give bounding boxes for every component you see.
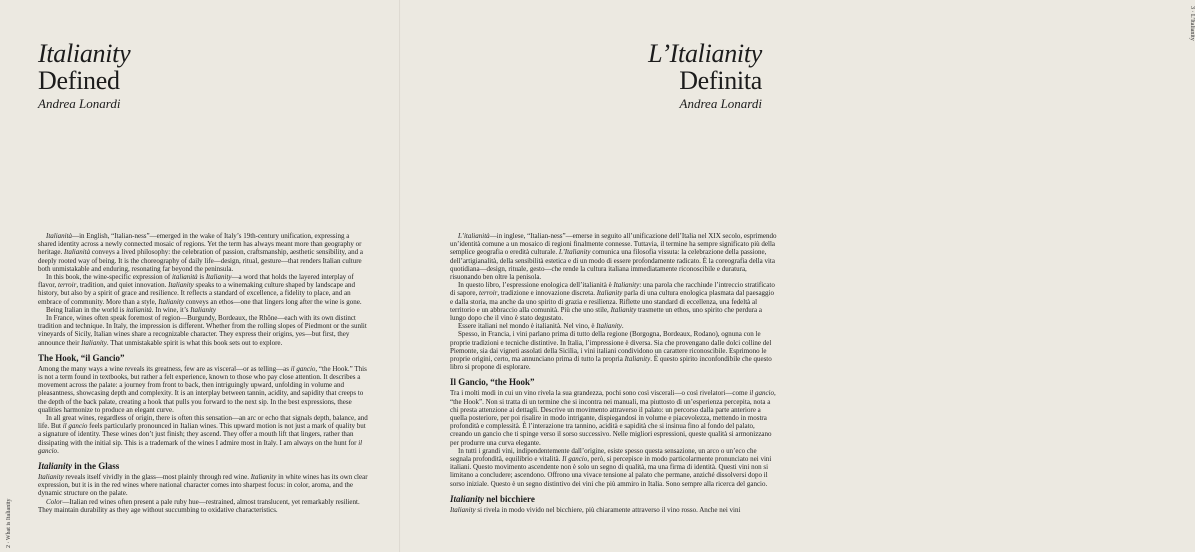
right-hook-heading: Il Gancio, “the Hook” bbox=[450, 377, 535, 388]
left-hook-heading: The Hook, “il Gancio” bbox=[38, 352, 125, 363]
left-title-line1: Italianity bbox=[38, 39, 131, 68]
right-title-line1: L’Italianity bbox=[648, 39, 762, 68]
left-glass-heading: Italianity in the Glass bbox=[38, 461, 120, 472]
right-intro-p3: Essere italiani nel mondo è italianità. Nel vino, è Italianity. bbox=[458, 322, 624, 331]
left-running-head: 2 · What is Italianity bbox=[6, 498, 12, 548]
right-intro-p1: L’italianità—in inglese, “Italian-ness”—emerse in seguito all’unificazione dell’Italia nel XIX secolo, esprimendo un’identità comune a un mosaico di regioni finalmente connesse. Tuttavia, il termine ha sempre significato più della semplice geografia o eredità culturale. L’Italianity comunica una filosofia vissuta: la celebrazione della passione, dell’artigianalità, della sensibilità estetica e di un modo di essere profondamente radicato. È la coreografia della vita quotidiana—design, rituale, gesto—che rende la cultura italiana immediatamente riconoscibile e duratura, risuonando ben oltre la penisola. bbox=[450, 232, 777, 282]
right-body bbox=[450, 232, 778, 514]
right-title-line2: Definita bbox=[679, 66, 762, 95]
left-title-block bbox=[38, 40, 130, 112]
left-intro-p2: In this book, the wine-specific expression of italianità is Italianity—a word that holds the layered interplay of flavor, terroir, tradition, and quiet innovation. Italianity speaks to a winemaking culture shaped by landscape and history, but also by a spirit of grace and resilience. It reflects a standard of excellence, a fidelity to place, and an embrace of community. More than a style, Italianity conveys an ethos—one that lingers long after the wine is gone. bbox=[38, 273, 362, 306]
left-glass-p2: Color—Italian red wines often present a pale ruby hue—restrained, almost translucent, yet remarkably resilient. They maintain durability as they age without succumbing to oxidative characteristics. bbox=[38, 497, 360, 514]
right-intro-p4: Spesso, in Francia, i vini parlano prima di tutto della regione (Borgogna, Bordeaux, Rodano), ognuna con le proprie tradizioni e tecniche distintive. In Italia, l’impressione è diversa. Sia che provengano dalle dolci colline del Piemonte, sia dai vigneti assolati della Sicilia, i vini italiani condividono un carattere riconoscibile. Esprimono le proprie origini, certo, ma annunciano prima di tutto la propria Italianity. È questo spirito inconfondibile che questo libro si propone di esplorare. bbox=[450, 330, 772, 372]
right-title-block bbox=[648, 40, 762, 112]
left-intro-p3: Being Italian in the world is italianità. In wine, it’s Italianity bbox=[46, 305, 216, 314]
right-hook-p1: Tra i molti modi in cui un vino rivela la sua grandezza, pochi sono così viscerali—o così rivelatori—come il gancio, “the Hook”. Non si tratta di un termine che si incontra nei manuali, ma piuttosto di un’esperienza percepita, nota a chi presta attenzione ai dettagli. Descrive un movimento attraverso il palato: un percorso dalla parte anteriore a quella posteriore, per poi risalire in modo intrigante, dispiegandosi in volume e piacevolezza, mettendo in mostra profondità e complessità. È l’interazione tra tannino, acidità e sapidità che si insinua fino al fondo del palato, creando un gancio che ti spinge verso il sorso successivo. Nelle migliori espressioni, queste qualità si armonizzano per produrre una curva elegante. bbox=[450, 389, 776, 447]
left-page bbox=[0, 0, 400, 552]
left-body bbox=[38, 232, 368, 514]
left-hook-p1: Among the many ways a wine reveals its greatness, few are as visceral—or as telling—as il gancio, “the Hook.” This is not a term found in textbooks, but rather a felt experience, known to those who pay close attention. It describes a movement across the palate: a journey from front to back, then intriguingly upward, unfolding in volume and pleasantness, showcasing depth and complexity. It is an interplay between tannin, acidity, and sapidity that creeps to the depth of the back palate, creating a hook that pulls you forward to the next sip. In the best expressions, these qualities harmonize to produce an elegant curve. bbox=[38, 364, 367, 414]
left-author: Andrea Lonardi bbox=[38, 96, 121, 111]
right-intro-p2: In questo libro, l’espressione enologica dell’italianità è Italianity: una parola che racchiude l’intreccio stratificato di sapore, terroir, tradizione e innovazione discreta. Italianity parla di una cultura enologica plasmata dal paesaggio e dalla storia, ma anche da uno spirito di grazia e resilienza. Riflette uno standard di eccellenza, una fedeltà al territorio e un abbraccio alla comunità. Più che uno stile, Italianity trasmette un ethos, uno spirito che perdura a lungo dopo che il vino è stato degustato. bbox=[450, 281, 775, 323]
right-hook-p2: In tutti i grandi vini, indipendentemente dall’origine, esiste spesso questa sensazione, un arco o un’eco che segnala profondità, equilibrio e vitalità. Il gancio, però, si percepisce in modo particolarmente pronunciato nei vini italiani. Questo movimento ascendente non è solo un segno di qualità, ma una firma di identità. Questi vini non si limitano a concludere; ascendono. Offrono una vivace tensione al palato che permane, anziché dissolversi dopo il sorso iniziale. Questo è un segno distintivo dei vini che più ammiro in Italia. Sono sempre alla ricerca del gancio. bbox=[450, 446, 772, 488]
right-author: Andrea Lonardi bbox=[679, 96, 762, 111]
right-glass-heading: Italianity nel bicchiere bbox=[450, 493, 535, 504]
left-intro-p1: Italianità—in English, “Italian-ness”—emerged in the wake of Italy’s 19th-century unification, expressing a shared identity across a newly connected mosaic of regions. Yet the term has always meant more than geography or heritage. Italianità conveys a lived philosophy: the celebration of passion, craftsmanship, aesthetic sensibility, and a deeply rooted way of being. It is the choreography of daily life—design, ritual, gesture—that renders Italian culture both unmistakable and enduring, resonating far beyond the peninsula. bbox=[38, 232, 363, 273]
left-intro-p4: In France, wines often speak foremost of region—Burgundy, Bordeaux, the Rhône—each with its own distinct tradition and technique. In Italy, the impression is different. Whether from the rolling slopes of Piedmont or the sunlit vineyards of Sicily, Italian wines share a recognizable character. They express their origins, yes—but first, they announce their Italianity. That unmistakable spirit is what this book sets out to explore. bbox=[38, 314, 367, 347]
right-page bbox=[400, 0, 1195, 552]
right-glass-p1: Italianity si rivela in modo vivido nel bicchiere, più chiaramente attraverso il vino rosso. Anche nei vini bbox=[450, 505, 741, 514]
right-running-head: 3 · L’Italianity bbox=[1189, 6, 1195, 41]
left-glass-p1: Italianity reveals itself vividly in the glass—most plainly through red wine. Italianity in white wines has its own clear expression, but it is in the red wines where national character comes into sharpest focus: in color, aroma, and the dynamic structure on the palate. bbox=[38, 473, 368, 498]
left-hook-p2: In all great wines, regardless of origin, there is often this sensation—an arc or echo that signals depth, balance, and life. But il gancio feels particularly pronounced in Italian wines. This upward motion is not just a mark of quality but a signature of identity. These wines don’t just finish; they ascend. They offer a mouth lift that lingers, rather than dissipating with the initial sip. This is a trademark of the wines I admire most in Italy. I am always on the hunt for il gancio. bbox=[38, 414, 368, 455]
left-title-line2: Defined bbox=[38, 66, 120, 95]
